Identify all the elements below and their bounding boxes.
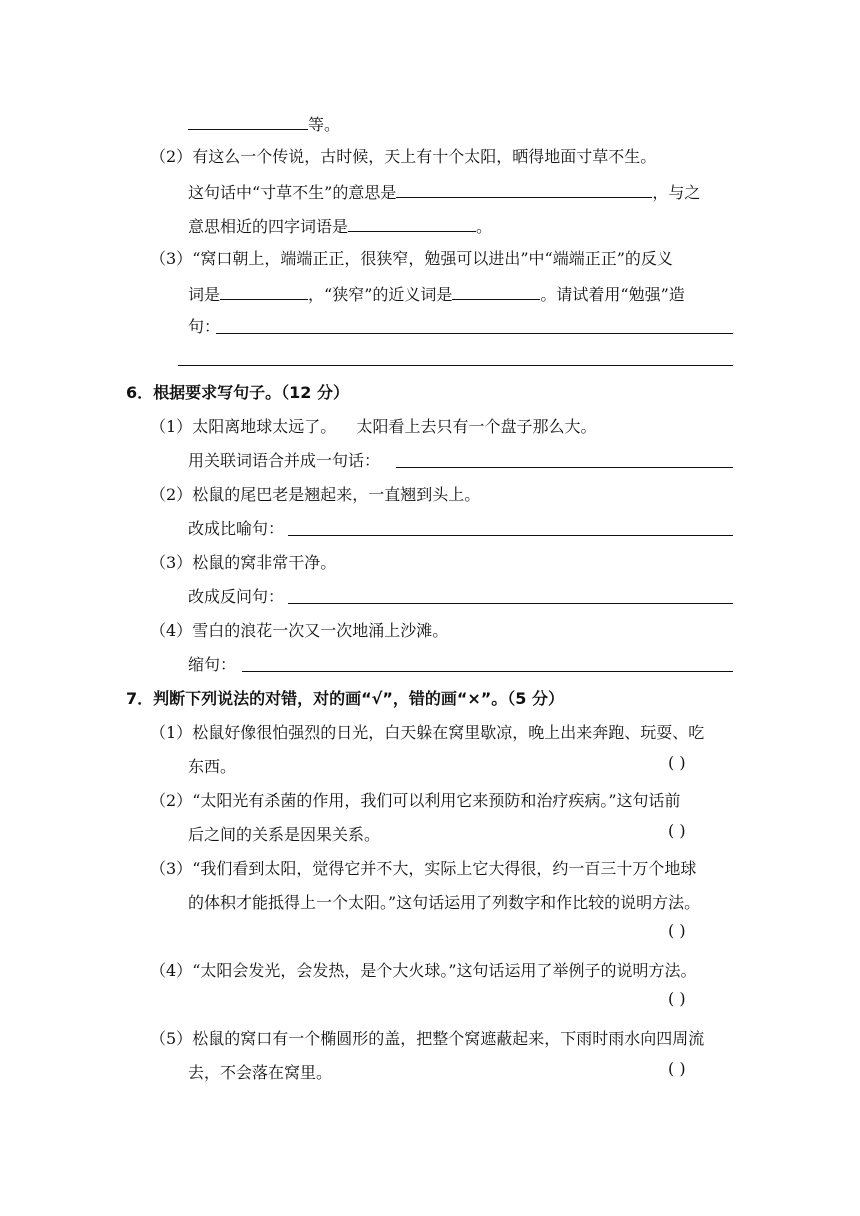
judgment-paren[interactable]: ( ) bbox=[668, 1059, 686, 1078]
q7-item5-line1: （5）松鼠的窝口有一个椭圆形的盖，把整个窝遮蔽起来，下雨时雨水向四周流 bbox=[150, 1029, 705, 1048]
item-number: （4） bbox=[150, 961, 193, 980]
answer-line[interactable] bbox=[396, 467, 733, 468]
q7-item3-line1: （3）“我们看到太阳，觉得它并不大，实际上它大得很，约一百三十万个地球 bbox=[150, 859, 697, 878]
answer-blank[interactable] bbox=[452, 282, 540, 300]
answer-line[interactable] bbox=[288, 535, 733, 536]
q5-item2-line1: （2）有这么一个传说，古时候，天上有十个太阳，晒得地面寸草不生。 bbox=[150, 147, 657, 166]
q6-heading: 6．根据要求写句子。（12 分） bbox=[126, 383, 349, 402]
q5-item2-line3: 意思相近的四字词语是 。 bbox=[188, 214, 492, 238]
answer-line[interactable] bbox=[178, 365, 733, 366]
item-number: （5） bbox=[150, 1029, 193, 1048]
q6-item2-prompt: 改成比喻句： bbox=[188, 519, 285, 538]
judgment-paren[interactable]: ( ) bbox=[668, 921, 686, 940]
item-number: （3） bbox=[150, 859, 193, 878]
answer-blank[interactable] bbox=[396, 180, 652, 198]
judgment-paren[interactable]: ( ) bbox=[668, 821, 686, 840]
q7-item3-line2: 的体积才能抵得上一个太阳。”这句话运用了列数字和作比较的说明方法。 bbox=[188, 893, 701, 912]
q5-item3-line3: 句： bbox=[188, 317, 221, 336]
q7-item2-line2: 后之间的关系是因果关系。 bbox=[188, 825, 381, 844]
q7-item1-line2: 东西。 bbox=[188, 757, 237, 776]
q7-item4-line1: （4）“太阳会发光，会发热，是个大火球。”这句话运用了举例子的说明方法。 bbox=[150, 961, 697, 980]
item-number: （1） bbox=[150, 723, 193, 742]
q7-item2-line1: （2）“太阳光有杀菌的作用，我们可以利用它来预防和治疗疾病。”这句话前 bbox=[150, 791, 681, 810]
q6-item1-text: （1）太阳离地球太远了。 太阳看上去只有一个盘子那么大。 bbox=[150, 417, 597, 436]
answer-blank[interactable] bbox=[348, 214, 476, 232]
item-number: （4） bbox=[150, 621, 193, 640]
q7-heading: 7．判断下列说法的对错，对的画“√”，错的画“×”。（5 分） bbox=[126, 689, 564, 708]
q5-item2-line2: 这句话中“寸草不生”的意思是 ，与之 bbox=[188, 180, 700, 204]
judgment-paren[interactable]: ( ) bbox=[668, 753, 686, 772]
answer-line[interactable] bbox=[288, 603, 733, 604]
q6-item2-text: （2）松鼠的尾巴老是翘起来，一直翘到头上。 bbox=[150, 485, 481, 504]
q6-item3-text: （3）松鼠的窝非常干净。 bbox=[150, 553, 337, 572]
q6-item3-prompt: 改成反问句： bbox=[188, 587, 285, 606]
q7-item1-line1: （1）松鼠好像很怕强烈的日光，白天躲在窝里歇凉，晚上出来奔跑、玩耍、吃 bbox=[150, 723, 705, 742]
answer-line[interactable] bbox=[242, 671, 733, 672]
q5-item3-line1: （3）“窝口朝上，端端正正，很狭窄，勉强可以进出”中“端端正正”的反义 bbox=[150, 249, 673, 268]
q5-item1-tail: 等。 bbox=[188, 112, 340, 136]
q6-item4-text: （4）雪白的浪花一次又一次地涌上沙滩。 bbox=[150, 621, 449, 640]
q6-item1-prompt: 用关联词语合并成一句话： bbox=[188, 451, 381, 470]
item-number: （2） bbox=[150, 147, 193, 166]
judgment-paren[interactable]: ( ) bbox=[668, 989, 686, 1008]
item-number: （3） bbox=[150, 553, 193, 572]
item-number: （2） bbox=[150, 485, 193, 504]
item-number: （2） bbox=[150, 791, 193, 810]
answer-blank[interactable] bbox=[188, 112, 308, 130]
item-number: （1） bbox=[150, 417, 193, 436]
item-number: （3） bbox=[150, 249, 193, 268]
q5-item3-line2: 词是 ，“狭窄”的近义词是 。请试着用“勉强”造 bbox=[188, 282, 685, 306]
answer-line[interactable] bbox=[216, 333, 733, 334]
q6-item4-prompt: 缩句： bbox=[188, 655, 237, 674]
answer-blank[interactable] bbox=[220, 282, 308, 300]
q7-item5-line2: 去，不会落在窝里。 bbox=[188, 1063, 333, 1082]
